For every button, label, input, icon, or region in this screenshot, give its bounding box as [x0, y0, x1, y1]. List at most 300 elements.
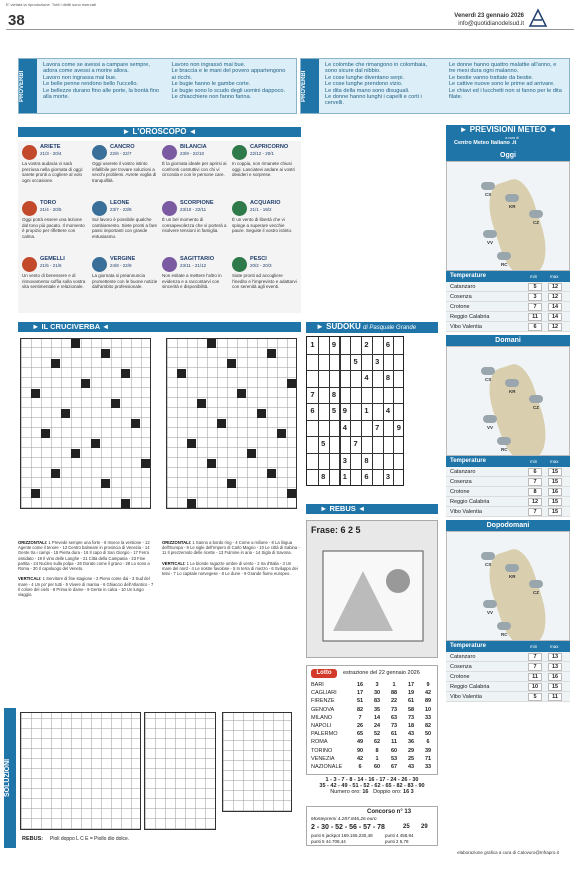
crossword-grid-2[interactable] [166, 338, 297, 509]
crossword-black-cell [111, 399, 120, 408]
lotto-number: 88 [390, 690, 398, 697]
temperature-row [446, 652, 570, 662]
numero-oro-label: Numero oro: [330, 789, 361, 795]
sign-name: PESCI [250, 256, 267, 262]
sudoku-cell[interactable]: 3 [342, 455, 347, 465]
lotto-number: 61 [390, 731, 398, 738]
crossword-black-cell [121, 369, 130, 378]
sudoku-cell[interactable]: 8 [385, 373, 391, 382]
temp-min: 10 [528, 683, 542, 691]
lotto-row [311, 764, 437, 771]
weather-map [446, 346, 570, 456]
temp-max: 15 [548, 468, 562, 476]
temp-max: 12 [548, 323, 562, 331]
clue-heading: ORIZZONTALI: [162, 540, 192, 545]
temperature-row [446, 322, 570, 332]
lotto-number: 33 [424, 714, 432, 721]
temp-max: 16 [548, 673, 562, 681]
temperature-row [446, 312, 570, 322]
lotto-number: 29 [407, 747, 415, 754]
solution-sudoku-grid [222, 712, 292, 812]
copyright-notice: E' vietata la riproduzione. Tutti i diritti sono riservati [6, 2, 96, 7]
sign-text: Non esitate a mettere l'altro in evidenza e a raccontarvi con sincerità e disponibilità. [162, 273, 222, 290]
lotto-city: ROMA [311, 739, 328, 746]
crossword-black-cell [51, 469, 60, 478]
lotto-number: 18 [407, 723, 415, 729]
crossword-black-cell [207, 339, 216, 348]
horoscope-sign [22, 145, 88, 195]
city-name: Vibo Valentia [450, 324, 482, 330]
lotto-number: 73 [407, 714, 415, 721]
lotto-number: 1 [392, 682, 396, 688]
sudoku-cell[interactable]: 5 [331, 406, 337, 415]
sudoku-cell[interactable]: 5 [321, 439, 326, 448]
proverbi-col-1 [43, 62, 163, 100]
cloud-icon [529, 210, 543, 218]
sign-dates: 23/7 - 23/8 [110, 206, 132, 212]
lotto-number: 1 [375, 755, 379, 762]
sign-dates: 21/5 - 21/6 [40, 262, 62, 268]
clue-text: 1 Le bionde ragazze ombre di vento - 2 Ira d'Italia - 3 Un mare del nord - 4 Le nostre favolose - 5 In terra di mezzo - 6 Sviluppo dei telai - 7 Lo capitale norvegese - 8 Le dune - 9 Grande fiume europeo. [162, 560, 298, 577]
crossword-black-cell [31, 489, 40, 498]
sign-dates: 20/2 - 20/3 [250, 262, 272, 268]
temp-max: 15 [548, 478, 562, 486]
crossword-black-cell [227, 479, 236, 488]
map-label: VV [487, 425, 494, 430]
sign-text: In coppia, non rimanete chiusi oggi. Lasciatevi andare ai vostri desideri e sorprese. [232, 161, 296, 178]
lotto-number: 9 [426, 682, 430, 688]
proverb: Le bugie hanno le gambe corte. [171, 81, 251, 88]
sudoku-cell[interactable]: 3 [385, 472, 391, 481]
sign-name: ARIETE [40, 144, 61, 150]
temperature-row [446, 467, 570, 477]
lotto-city: VENEZIA [311, 755, 335, 762]
lotto-row [311, 690, 437, 697]
crossword-black-cell [71, 339, 80, 348]
sudoku-cell[interactable]: 9 [331, 340, 337, 349]
sign-name: LEONE [110, 200, 130, 206]
city-name: Crotone [450, 489, 470, 495]
sign-name: ACQUARIO [250, 200, 281, 206]
meteo-section-title: Domani [446, 335, 570, 346]
horoscope-sign [22, 201, 88, 251]
crossword-black-cell [197, 399, 206, 408]
sign-text: Oggi potrà essere una lezione dal tono più pacato. Il momento è propizio per riflettere con calma. [22, 217, 85, 239]
tenelotto-line-2: 35 - 42 - 49 - 51 - 52 - 62 - 65 - 82 - 83 - 90 [319, 783, 425, 789]
zodiac-sign-icon [22, 201, 37, 216]
city-name: Cosenza [450, 294, 472, 300]
lotto-row [311, 682, 437, 689]
proverb: Le chiacchiere non fanno farina. [171, 94, 252, 101]
sudoku-gridline [307, 420, 403, 421]
sudoku-cell[interactable]: 1 [342, 472, 347, 481]
temp-max: 15 [548, 683, 562, 691]
lotto-number: 63 [390, 714, 398, 721]
horoscope-sign [232, 201, 298, 251]
lotto-number: 22 [390, 698, 398, 705]
sign-name: SAGITTARIO [180, 256, 215, 262]
lotto-number: 52 [373, 731, 381, 738]
lotto-city: MILANO [311, 714, 333, 721]
sign-dates: 23/10 - 22/11 [180, 206, 207, 212]
sign-text: È la giornata ideale per aprirsi ai confronti costruttivi con chi vi circonda e con le persone care. [162, 161, 227, 178]
zodiac-sign-icon [162, 145, 177, 160]
prize-row [311, 833, 373, 838]
horoscope-sign [92, 145, 158, 195]
city-name: Vibo Valentia [450, 694, 482, 700]
proverb: Le belle penne rendono bello l'uccello. [43, 81, 138, 88]
lotto-number: 17 [407, 682, 415, 688]
zodiac-sign-icon [232, 201, 247, 216]
horoscope-sign [232, 145, 298, 195]
sudoku-author: di Pasquale Grande [363, 325, 417, 331]
rebus-illustration-icon [313, 541, 433, 653]
sign-text: È un vento di libertà che vi spinge a superare vecchie paure. Seguite il vostro istinto. [232, 217, 293, 234]
lotto-city: NAPOLI [311, 723, 332, 729]
city-name: Crotone [450, 674, 470, 680]
lotto-city: PALERMO [311, 731, 338, 738]
horoscope-sign [162, 201, 228, 251]
crossword-clues-2 [162, 540, 300, 700]
tenelotto-line-1: 1 - 3 - 7 - 8 - 14 - 16 - 17 - 24 - 26 - 30 [325, 777, 419, 783]
crossword-black-cell [101, 349, 110, 358]
temperature-header [446, 641, 570, 652]
temp-min: 5 [528, 693, 542, 701]
cloud-icon [529, 580, 543, 588]
sign-dates: 22/12 - 20/1 [250, 150, 275, 156]
sudoku-cell[interactable]: 9 [342, 406, 347, 415]
concorso: Concorso n° 13 [367, 809, 412, 815]
lotto-number: 62 [373, 739, 381, 746]
sign-name: CAPRICORNO [250, 144, 289, 150]
sudoku-cell[interactable]: 9 [396, 422, 401, 432]
horoscope-sign [162, 257, 228, 307]
crossword-black-cell [207, 459, 216, 468]
lotto-row [311, 707, 437, 714]
city-name: Catanzaro [450, 284, 476, 290]
temp-min: 6 [528, 323, 542, 331]
lotto-number: 11 [391, 739, 397, 746]
lotto-number: 26 [356, 723, 364, 729]
crossword-black-cell [141, 459, 150, 468]
crossword-black-cell [61, 409, 70, 418]
sudoku-cell[interactable]: 8 [331, 389, 337, 399]
temperature-label: Temperature [450, 458, 486, 464]
city-name: Vibo Valentia [450, 509, 482, 515]
temp-max: 12 [548, 283, 562, 291]
sudoku-cell[interactable]: 6 [364, 472, 369, 481]
sign-dates: 23/11 - 21/12 [180, 262, 207, 268]
map-label: CZ [533, 590, 539, 595]
max-label: max [550, 644, 559, 649]
lotto-number: 36 [407, 739, 415, 746]
sign-name: BILANCIA [180, 144, 207, 150]
sign-dates: 22/6 - 22/7 [110, 150, 132, 156]
lotto-number: 89 [424, 698, 432, 705]
lotto-number: 19 [407, 690, 415, 697]
lotto-number: 65 [356, 731, 364, 738]
lotto-number: 7 [358, 714, 362, 721]
lotto-date: estrazione del 22 gennaio 2026 [343, 670, 420, 676]
lotto-number: 24 [373, 723, 381, 729]
map-label: RC [501, 447, 508, 452]
temp-max: 14 [548, 303, 562, 311]
city-name: Cosenza [450, 664, 472, 670]
crossword-black-cell [287, 379, 296, 388]
max-label: max [550, 459, 559, 464]
sudoku-cell[interactable]: 5 [353, 356, 358, 366]
proverb: Le braccia e le mani del povero appartengono ai ricchi. [171, 68, 286, 81]
superenalotto-box [306, 806, 438, 846]
sudoku-cell[interactable]: 4 [342, 422, 347, 432]
temp-min: 5 [528, 283, 542, 291]
sudoku-cell[interactable]: 4 [364, 373, 369, 382]
temperature-header [446, 456, 570, 467]
sign-dates: 21/1 - 19/2 [250, 206, 272, 212]
lotto-city: TORINO [311, 747, 333, 754]
proverbi-box-right [300, 58, 570, 114]
clue-heading: VERTICALI: [18, 576, 42, 582]
lotto-row [311, 731, 437, 738]
prize-row [385, 833, 414, 838]
temperature-row [446, 692, 570, 702]
sudoku-cell[interactable]: 7 [375, 422, 380, 432]
soluzioni-label: SOLUZIONI [4, 708, 16, 848]
proverb: Le bugie sono lo scudo degli uomini dappoco. [171, 87, 286, 94]
cloud-icon [483, 415, 497, 423]
horoscope-sign [22, 257, 88, 307]
proverbi-label: PROVERBI [301, 59, 319, 113]
crossword-black-cell [91, 439, 100, 448]
solution-grid-2 [144, 712, 216, 830]
horoscope-sign [162, 145, 228, 195]
temp-max: 13 [548, 653, 562, 661]
meteo-brand-name: Centro Meteo Italiano .it [454, 140, 517, 146]
lotto-city: BARI [311, 682, 324, 688]
proverb: Lavora come se avessi a campare sempre, adora come avessi a morire allora. [43, 62, 150, 75]
horoscope-sign [92, 201, 158, 251]
meteo-banner: ► PREVISIONI METEO ◄ [446, 125, 570, 136]
zodiac-sign-icon [22, 257, 37, 272]
doppio-oro: 16 3 [403, 789, 414, 795]
crossword-black-cell [247, 449, 256, 458]
temp-max: 12 [548, 293, 562, 301]
rebus-banner: ► REBUS ◄ [306, 504, 438, 514]
map-label: CS [485, 192, 492, 197]
lotto-number: 30 [373, 690, 381, 697]
zodiac-sign-icon [92, 257, 107, 272]
weather-map [446, 161, 570, 271]
rebus-image [306, 520, 438, 658]
sudoku-cell[interactable]: 6 [385, 340, 391, 349]
cloud-icon [481, 182, 495, 190]
temp-min: 11 [528, 313, 542, 321]
map-label: CS [485, 377, 492, 382]
meteo-credit: elaborazione grafica a cura di Calovuro@Infrapro.it [457, 850, 559, 855]
meteo-brand [446, 136, 570, 150]
sudoku-cell[interactable]: 6 [310, 406, 315, 415]
sudoku-cell[interactable]: 8 [321, 472, 326, 481]
temp-max: 14 [548, 313, 562, 321]
sign-name: GEMELLI [40, 256, 65, 262]
email-link[interactable]: info@quotidianodelsud.it [458, 21, 524, 27]
sudoku-cell[interactable]: 8 [364, 455, 369, 465]
lotto-number: 58 [407, 706, 415, 713]
lotto-number: 43 [407, 764, 415, 770]
clue-text: 1 Servitore di fine stagione - 2 Pieno come dai - 3 Sud del mare - 4 Un po' per tutti - 5 Vivere di marina - 6 Ghiaccio dell'Atlantico - 7 Il colore del cielo - 8 Prima le dame - 9 Gente in calca - 10 Un lungo viaggio. [18, 576, 154, 598]
lotto-city: NAZIONALE [311, 764, 343, 770]
prize-value: 44.708,44 [325, 839, 346, 844]
cloud-icon [505, 379, 519, 387]
crossword-black-cell [41, 429, 50, 438]
proverbi-label: PROVERBI [19, 59, 37, 113]
city-name: Catanzaro [450, 469, 476, 475]
temp-min: 11 [528, 673, 542, 681]
clue-text: 1 Prevede sempre una forte - 6 Invece la versione - 12 Agente come il tenore - 13 Centro balneare in provincia di Venezia - 14 Gente tra i campi - 15 Pietra dura - 16 Il capo di San Giorgio - 17 Ferro ossidato - 19 Il vino delle Langhe - 21 Città della Campania - 23 Fine partita - 24 Nucleo sulla polpa - 26 Dorato come il grano - 28 Lo sono a Roma - 30 Il capoluogo del Veneto. [18, 540, 150, 572]
temperature-row [446, 292, 570, 302]
temperature-row [446, 497, 570, 507]
crossword-black-cell [187, 439, 196, 448]
proverb: Le cattive nuove sono le prime ad arrivare. [448, 81, 555, 88]
lotto-number: 6 [426, 739, 430, 746]
map-label: RC [501, 262, 508, 267]
zodiac-sign-icon [92, 145, 107, 160]
cloud-icon [529, 395, 543, 403]
crossword-black-cell [101, 479, 110, 488]
lotto-number: 10 [424, 706, 432, 713]
temp-max: 15 [548, 498, 562, 506]
lotto-row [311, 698, 437, 705]
lotto-city: CAGLIARI [311, 690, 337, 697]
sudoku-cell[interactable]: 7 [353, 439, 358, 448]
sign-text: La vostra audacia vi sarà preziosa nella giornata di oggi: sarete pronti a cogliere al volo ogni occasione. [22, 161, 84, 183]
horoscope-sign [92, 257, 158, 307]
lotto-number: 43 [407, 731, 415, 738]
sudoku-cell[interactable]: 1 [364, 406, 369, 415]
lotto-number: 67 [390, 764, 398, 770]
crossword-grid-1[interactable] [20, 338, 151, 509]
newspaper-logo-icon [528, 8, 548, 28]
map-label: VV [487, 610, 494, 615]
zodiac-sign-icon [162, 257, 177, 272]
sudoku-cell[interactable]: 7 [310, 389, 315, 399]
zodiac-sign-icon [232, 145, 247, 160]
lotto-row [311, 739, 437, 746]
max-label: max [550, 274, 559, 279]
lotto-number: 35 [373, 706, 381, 713]
crossword-black-cell [131, 419, 140, 428]
map-label: KR [509, 389, 516, 394]
lotto-number: 16 [356, 682, 364, 688]
lotto-number: 71 [424, 755, 432, 762]
lotto-row [311, 756, 437, 763]
cloud-icon [497, 252, 511, 260]
lotto-number: 83 [373, 698, 381, 705]
lotto-number: 17 [356, 690, 364, 697]
oroscopo-banner: ► L'OROSCOPO ◄ [18, 127, 301, 137]
min-label: min [530, 274, 538, 279]
sign-text: Siate pronti ad accogliere l'inedito e l'imprevisto e adattarvi con serenità agli eventi. [232, 273, 297, 290]
cloud-icon [481, 367, 495, 375]
sudoku-grid[interactable] [306, 336, 404, 486]
clue-heading: VERTICALI: [162, 560, 186, 566]
weather-map [446, 531, 570, 641]
temperature-row [446, 507, 570, 517]
header-date [454, 12, 524, 28]
temp-max: 11 [548, 693, 562, 701]
zodiac-sign-icon [92, 201, 107, 216]
sudoku-banner [306, 322, 438, 333]
oroscopo-grid [18, 141, 301, 313]
lotto-number: 42 [424, 690, 432, 697]
cloud-icon [497, 437, 511, 445]
lotto-number: 51 [356, 698, 364, 705]
sign-text: Sul lavoro è possibile qualche cambiamento. Siete pronti a fare passi importanti con grande entusiasmo. [92, 217, 158, 239]
lotto-number: 49 [356, 739, 364, 746]
sudoku-cell[interactable]: 1 [310, 340, 315, 349]
crossword-black-cell [31, 389, 40, 398]
map-label: CZ [533, 220, 539, 225]
proverb: Le bellezze durano fino alle porte, la bontà fino alla morte. [43, 87, 159, 101]
proverb: Lavoro non ingrassò mai bue. [171, 62, 246, 68]
temp-min: 7 [528, 303, 542, 311]
zodiac-sign-icon [22, 145, 37, 160]
proverb: Le bestie vanno trattate da bestie. [448, 74, 534, 81]
proverb: Le donne hanno quattro malattie all'anno, e tre mesi dura ogni malanno. [448, 62, 557, 75]
sign-name: VERGINE [110, 256, 136, 262]
map-label: CZ [533, 405, 539, 410]
lotto-number: 82 [424, 723, 432, 729]
lotto-number: 60 [390, 747, 398, 754]
lotto-number: 42 [356, 755, 364, 762]
city-name: Crotone [450, 304, 470, 310]
crossword-black-cell [287, 489, 296, 498]
sudoku-cell[interactable]: 4 [385, 406, 391, 415]
sign-text: È un bel momento di consapevolezza che vi porterà a risolvere tensioni in famiglia. [162, 217, 227, 234]
horoscope-sign [232, 257, 298, 307]
sudoku-cell[interactable]: 2 [364, 340, 369, 349]
temperature-label: Temperature [450, 643, 486, 649]
temperature-row [446, 302, 570, 312]
temp-min: 3 [528, 293, 542, 301]
prize-label: punti 5 [311, 839, 325, 844]
lotto-number: 61 [407, 698, 415, 705]
sudoku-gridline [307, 453, 403, 454]
rebus-solution-text: Pioli doppo L C E = Piollo dio dolce. [50, 836, 130, 842]
temperature-row [446, 282, 570, 292]
lotto-number: 3 [375, 682, 379, 688]
lotto-number: 25 [407, 755, 415, 762]
proverbi-box-left [18, 58, 297, 114]
prize-row [385, 839, 409, 844]
temperature-row [446, 487, 570, 497]
prize-label: punti 4 [385, 833, 399, 838]
crossword-black-cell [187, 499, 196, 508]
lotto-number: 73 [390, 723, 398, 729]
city-name: Catanzaro [450, 654, 476, 660]
zodiac-sign-icon [232, 257, 247, 272]
sign-name: TORO [40, 200, 57, 206]
temp-min: 8 [528, 488, 542, 496]
map-label: RC [501, 632, 508, 637]
sudoku-cell[interactable]: 3 [375, 356, 380, 366]
jolly: 25 [403, 824, 410, 830]
lotto-number: 60 [373, 764, 381, 770]
lotto-number: 14 [373, 714, 381, 721]
header-divider [6, 29, 574, 30]
lotto-number: 33 [424, 764, 432, 770]
lotto-number: 82 [356, 706, 364, 713]
